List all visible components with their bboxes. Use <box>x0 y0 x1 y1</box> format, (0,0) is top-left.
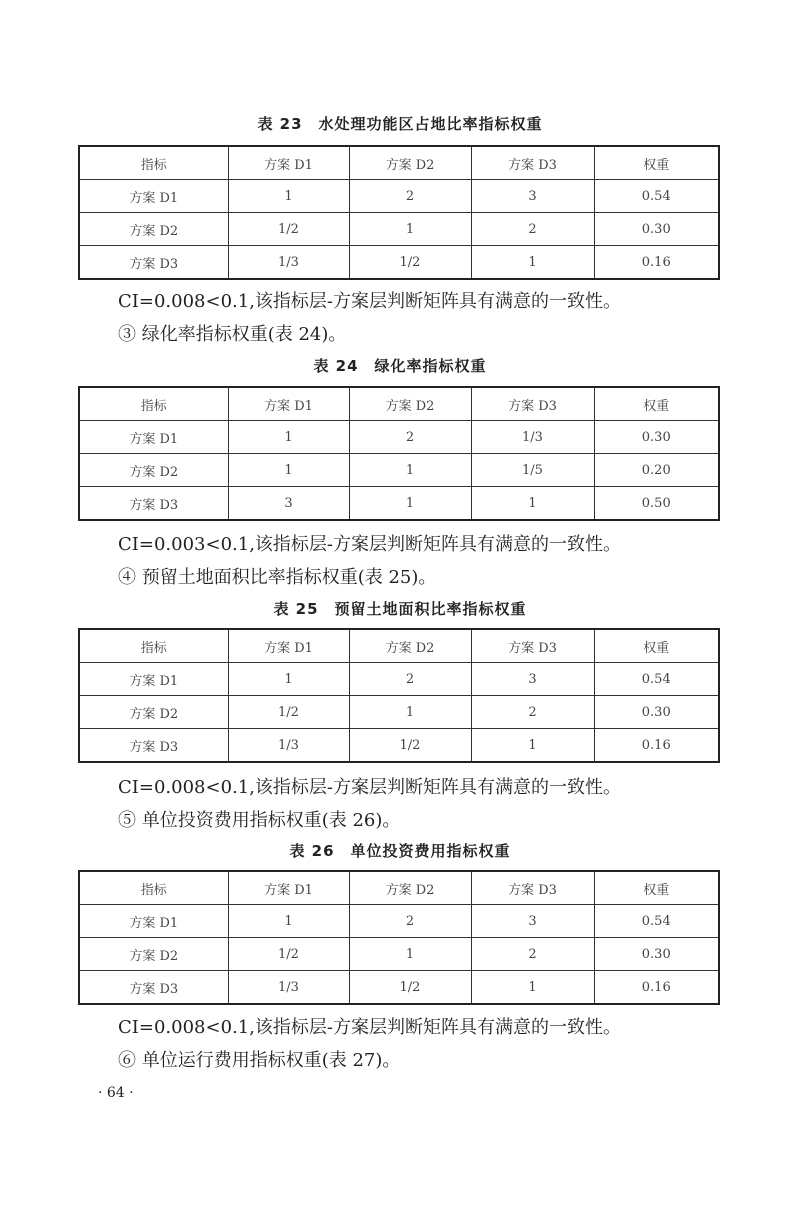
header-cell: 指标 <box>79 387 228 421</box>
header-cell: 权重 <box>594 387 719 421</box>
table-row <box>79 971 719 1005</box>
header-cell: 方案 D1 <box>228 146 349 180</box>
header-cell: 方案 D2 <box>349 871 471 905</box>
table-cell: 0.54 <box>594 905 719 938</box>
table-number: 表 24 <box>313 357 359 375</box>
table-row <box>79 729 719 763</box>
table-cell: 方案 D1 <box>79 905 228 938</box>
header-cell: 权重 <box>594 871 719 905</box>
table-number: 表 26 <box>289 842 335 860</box>
table-cell: 1 <box>471 729 594 763</box>
table-title: 水处理功能区占地比率指标权重 <box>318 115 543 133</box>
header-cell: 权重 <box>594 146 719 180</box>
consistency-text: CI=0.003<0.1,该指标层-方案层判断矩阵具有满意的一致性。 <box>118 534 622 555</box>
table-cell: 3 <box>471 905 594 938</box>
table-header-row <box>79 629 719 663</box>
header-cell: 方案 D3 <box>471 871 594 905</box>
table-cell: 1 <box>228 905 349 938</box>
header-cell: 方案 D3 <box>471 146 594 180</box>
table-header-row <box>79 146 719 180</box>
table-cell: 0.54 <box>594 663 719 696</box>
table-cell: 3 <box>471 180 594 213</box>
table-caption <box>0 598 800 619</box>
header-cell: 指标 <box>79 629 228 663</box>
table-cell: 0.30 <box>594 213 719 246</box>
header-cell: 方案 D1 <box>228 387 349 421</box>
next-item-heading: ⑤ 单位投资费用指标权重(表 26)。 <box>118 810 401 831</box>
table-caption <box>0 840 800 861</box>
table-row <box>79 213 719 246</box>
table-cell: 方案 D2 <box>79 454 228 487</box>
table-cell: 1/2 <box>349 971 471 1005</box>
table-cell: 方案 D1 <box>79 663 228 696</box>
header-cell: 方案 D3 <box>471 629 594 663</box>
table-cell: 1 <box>349 487 471 521</box>
table-cell: 1 <box>471 246 594 280</box>
table-cell: 2 <box>471 938 594 971</box>
table-cell: 2 <box>349 663 471 696</box>
next-item-heading: ④ 预留土地面积比率指标权重(表 25)。 <box>118 567 437 588</box>
header-cell: 方案 D2 <box>349 387 471 421</box>
next-item-heading: ③ 绿化率指标权重(表 24)。 <box>118 324 347 345</box>
table-header-row <box>79 871 719 905</box>
table-cell: 1/2 <box>228 696 349 729</box>
table-cell: 1 <box>349 454 471 487</box>
consistency-text: CI=0.008<0.1,该指标层-方案层判断矩阵具有满意的一致性。 <box>118 291 622 312</box>
header-cell: 指标 <box>79 146 228 180</box>
table-cell: 1/2 <box>349 246 471 280</box>
table-cell: 1 <box>228 663 349 696</box>
table-cell: 1/2 <box>228 213 349 246</box>
table-cell: 2 <box>471 696 594 729</box>
table-cell: 1/3 <box>228 246 349 280</box>
header-cell: 权重 <box>594 629 719 663</box>
table-row <box>79 246 719 280</box>
table-title: 单位投资费用指标权重 <box>350 842 511 860</box>
weight-table <box>78 386 720 521</box>
table-cell: 0.16 <box>594 246 719 280</box>
table-row <box>79 421 719 454</box>
table-cell: 0.16 <box>594 729 719 763</box>
weight-table <box>78 145 720 280</box>
table-cell: 1 <box>349 213 471 246</box>
table-cell: 方案 D3 <box>79 246 228 280</box>
consistency-text: CI=0.008<0.1,该指标层-方案层判断矩阵具有满意的一致性。 <box>118 777 622 798</box>
table-cell: 1 <box>349 696 471 729</box>
table-cell: 方案 D2 <box>79 938 228 971</box>
table-cell: 1 <box>228 421 349 454</box>
table-cell: 0.30 <box>594 421 719 454</box>
header-cell: 指标 <box>79 871 228 905</box>
table-cell: 方案 D1 <box>79 180 228 213</box>
table-cell: 方案 D2 <box>79 213 228 246</box>
table-cell: 0.54 <box>594 180 719 213</box>
header-cell: 方案 D1 <box>228 871 349 905</box>
table-row <box>79 938 719 971</box>
consistency-text: CI=0.008<0.1,该指标层-方案层判断矩阵具有满意的一致性。 <box>118 1017 622 1038</box>
table-row <box>79 454 719 487</box>
table-cell: 1/3 <box>228 729 349 763</box>
weight-table <box>78 870 720 1005</box>
table-caption <box>0 355 800 376</box>
table-cell: 1 <box>228 454 349 487</box>
weight-table <box>78 628 720 763</box>
table-cell: 1 <box>471 971 594 1005</box>
table-number: 表 25 <box>273 600 319 618</box>
table-cell: 1/2 <box>228 938 349 971</box>
table-cell: 1 <box>349 938 471 971</box>
table-cell: 0.30 <box>594 696 719 729</box>
table-cell: 1 <box>471 487 594 521</box>
table-row <box>79 663 719 696</box>
table-cell: 0.30 <box>594 938 719 971</box>
header-cell: 方案 D3 <box>471 387 594 421</box>
table-row <box>79 180 719 213</box>
table-header-row <box>79 387 719 421</box>
table-row <box>79 905 719 938</box>
table-cell: 0.50 <box>594 487 719 521</box>
table-cell: 1 <box>228 180 349 213</box>
table-cell: 方案 D3 <box>79 729 228 763</box>
table-cell: 0.20 <box>594 454 719 487</box>
table-caption <box>0 113 800 134</box>
table-cell: 0.16 <box>594 971 719 1005</box>
header-cell: 方案 D1 <box>228 629 349 663</box>
table-cell: 方案 D1 <box>79 421 228 454</box>
next-item-heading: ⑥ 单位运行费用指标权重(表 27)。 <box>118 1050 401 1071</box>
table-cell: 2 <box>349 180 471 213</box>
table-row <box>79 487 719 521</box>
table-title: 预留土地面积比率指标权重 <box>334 600 527 618</box>
table-row <box>79 696 719 729</box>
table-cell: 方案 D3 <box>79 487 228 521</box>
table-cell: 2 <box>471 213 594 246</box>
table-title: 绿化率指标权重 <box>374 357 487 375</box>
table-cell: 1/5 <box>471 454 594 487</box>
table-cell: 方案 D3 <box>79 971 228 1005</box>
table-cell: 方案 D2 <box>79 696 228 729</box>
table-number: 表 23 <box>257 115 303 133</box>
table-cell: 2 <box>349 905 471 938</box>
table-cell: 3 <box>228 487 349 521</box>
table-cell: 1/2 <box>349 729 471 763</box>
page-number: · 64 · <box>98 1085 134 1101</box>
header-cell: 方案 D2 <box>349 629 471 663</box>
table-cell: 1/3 <box>471 421 594 454</box>
table-cell: 2 <box>349 421 471 454</box>
table-cell: 1/3 <box>228 971 349 1005</box>
header-cell: 方案 D2 <box>349 146 471 180</box>
table-cell: 3 <box>471 663 594 696</box>
